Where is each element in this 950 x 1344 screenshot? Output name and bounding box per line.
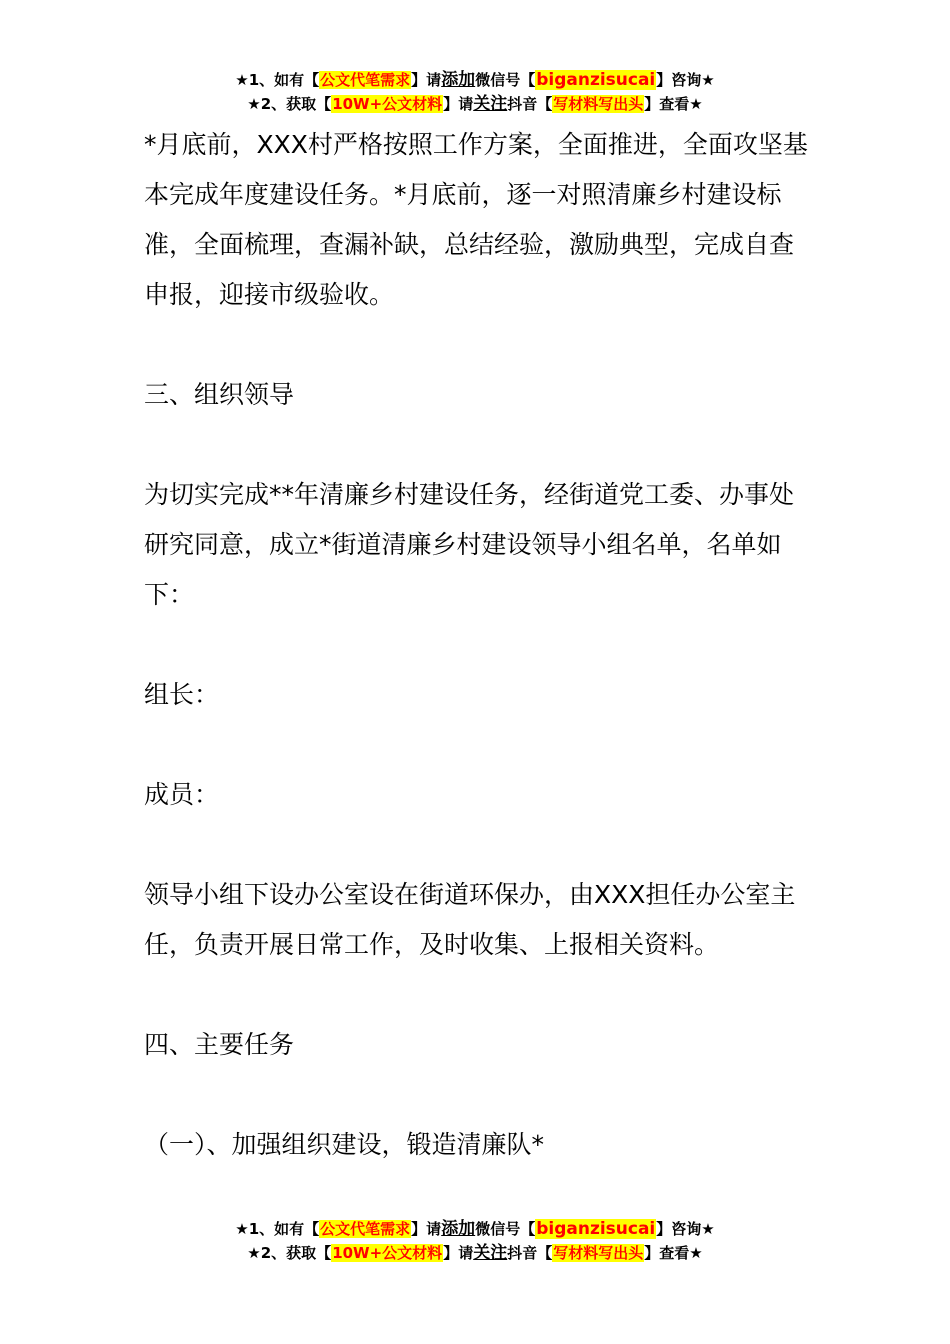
highlight-service: 公文代笔需求 (320, 71, 411, 89)
document-body (144, 120, 812, 1170)
section-heading-3: 三、组织领导 (144, 380, 295, 409)
banner-text: 】请 (443, 1244, 474, 1262)
banner-emphasis: 关注 (473, 94, 508, 114)
banner-text: ★1、如有【 (235, 71, 320, 89)
banner-text: 】查看★ (644, 95, 703, 113)
banner-text: ★1、如有【 (235, 1220, 320, 1238)
banner-text: 】咨询★ (656, 1220, 715, 1238)
highlight-wechat-id: biganzisucai (536, 70, 656, 90)
banner-text: 】咨询★ (656, 71, 715, 89)
footer-banner (0, 1217, 950, 1265)
members-label: 成员： (144, 780, 220, 809)
banner-emphasis: 添加 (441, 70, 476, 90)
banner-text: 抖音【 (507, 95, 553, 113)
banner-text: ★2、获取【 (247, 95, 332, 113)
highlight-service: 公文代笔需求 (320, 1220, 411, 1238)
paragraph-leadership: 为切实完成**年清廉乡村建设任务，经街道党工委、办事处研究同意，成立*街道清廉乡村建设领导小组名单，名单如下： (144, 480, 795, 609)
banner-line-2 (0, 92, 950, 116)
banner-text: 】请 (411, 1220, 442, 1238)
banner-text: 微信号【 (475, 71, 536, 89)
banner-line-2 (0, 1241, 950, 1265)
banner-text: ★2、获取【 (247, 1244, 332, 1262)
banner-text: 抖音【 (507, 1244, 553, 1262)
banner-text: 微信号【 (475, 1220, 536, 1238)
banner-emphasis: 关注 (473, 1243, 508, 1263)
highlight-materials: 10W+公文材料 (332, 95, 443, 113)
banner-line-1 (0, 1217, 950, 1241)
banner-text: 】查看★ (644, 1244, 703, 1262)
section-heading-4: 四、主要任务 (144, 1030, 295, 1059)
paragraph-office: 领导小组下设办公室设在街道环保办，由XXX担任办公室主任，负责开展日常工作，及时收集、上报相关资料。 (144, 880, 796, 959)
highlight-douyin: 写材料写出头 (553, 95, 644, 113)
paragraph-schedule: *月底前，XXX村严格按照工作方案，全面推进，全面攻坚基本完成年度建设任务。*月底前，逐一对照清廉乡村建设标准，全面梳理，查漏补缺，总结经验，激励典型，完成自查申报，迎接市级验收。 (144, 130, 808, 309)
leader-label: 组长： (144, 680, 220, 709)
subsection-heading-1: （一）、加强组织建设，锻造清廉队* (144, 1130, 545, 1159)
banner-text: 】请 (443, 95, 474, 113)
header-banner (0, 68, 950, 116)
banner-text: 】请 (411, 71, 442, 89)
banner-line-1 (0, 68, 950, 92)
highlight-materials: 10W+公文材料 (332, 1244, 443, 1262)
highlight-wechat-id: biganzisucai (536, 1219, 656, 1239)
banner-emphasis: 添加 (441, 1219, 476, 1239)
highlight-douyin: 写材料写出头 (553, 1244, 644, 1262)
